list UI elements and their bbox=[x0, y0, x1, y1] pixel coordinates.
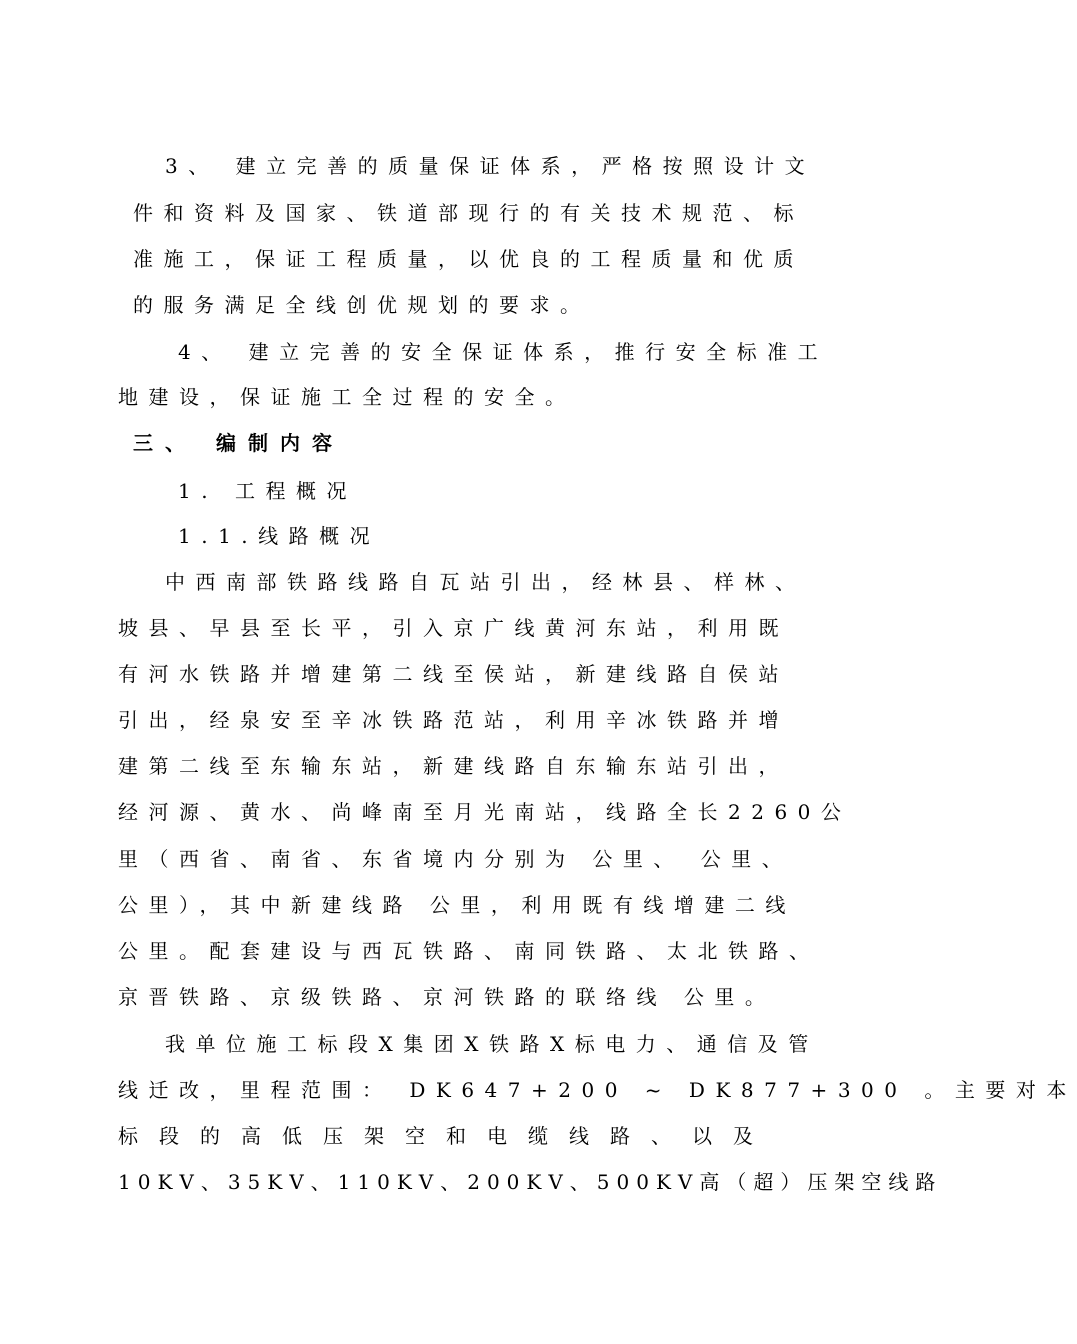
subsection-heading: 1. 工程概况 bbox=[178, 479, 357, 503]
route-paragraph-line-1: 中西南部铁路线路自瓦站引出，经林县、样林、 bbox=[165, 570, 806, 594]
route-paragraph-line-7: 里（西省、南省、东省境内分别为 公里、 公里、 bbox=[118, 847, 793, 871]
scope-paragraph-line-2: 线迁改，里程范围： DK647+200 ~ DK877+300 。主要对本 bbox=[118, 1078, 1077, 1102]
scope-paragraph-line-1: 我单位施工标段X集团X铁路X标电力、通信及管 bbox=[165, 1032, 819, 1056]
paragraph-3-line-2: 件和资料及国家、铁道部现行的有关技术规范、标 bbox=[133, 201, 804, 225]
route-paragraph-line-10: 京晋铁路、京级铁路、京河铁路的联络线 公里。 bbox=[118, 985, 776, 1009]
route-paragraph-line-5: 建第二线至东输东站，新建线路自东输东站引出， bbox=[118, 754, 789, 778]
paragraph-4-line-1: 4、 建立完善的安全保证体系，推行安全标准工 bbox=[178, 340, 829, 364]
sub-subsection-heading: 1.1.线路概况 bbox=[178, 524, 381, 548]
route-paragraph-line-6: 经河源、黄水、尚峰南至月光南站，线路全长2260公 bbox=[118, 800, 852, 824]
paragraph-3-line-1: 3、 建立完善的质量保证体系，严格按照设计文 bbox=[165, 154, 816, 178]
scope-paragraph-line-3: 标段的高低压架空和电缆线路、以及 bbox=[118, 1124, 774, 1148]
route-paragraph-line-3: 有河水铁路并增建第二线至侯站，新建线路自侯站 bbox=[118, 662, 789, 686]
paragraph-3-line-3: 准施工，保证工程质量，以优良的工程质量和优质 bbox=[133, 247, 804, 271]
route-paragraph-line-2: 坡县、早县至长平，引入京广线黄河东站，利用既 bbox=[118, 616, 789, 640]
route-paragraph-line-4: 引出，经泉安至辛冰铁路范站，利用辛冰铁路并增 bbox=[118, 708, 789, 732]
route-paragraph-line-8: 公里），其中新建线路 公里，利用既有线增建二线 bbox=[118, 893, 796, 917]
paragraph-3-line-4: 的服务满足全线创优规划的要求。 bbox=[133, 293, 591, 317]
paragraph-4-line-2: 地建设，保证施工全过程的安全。 bbox=[118, 385, 576, 409]
scope-paragraph-line-4: 10KV、35KV、110KV、200KV、500KV高（超）压架空线路 bbox=[118, 1170, 943, 1194]
route-paragraph-line-9: 公里。配套建设与西瓦铁路、南同铁路、太北铁路、 bbox=[118, 939, 820, 963]
section-heading: 三、 编制内容 bbox=[133, 431, 344, 455]
